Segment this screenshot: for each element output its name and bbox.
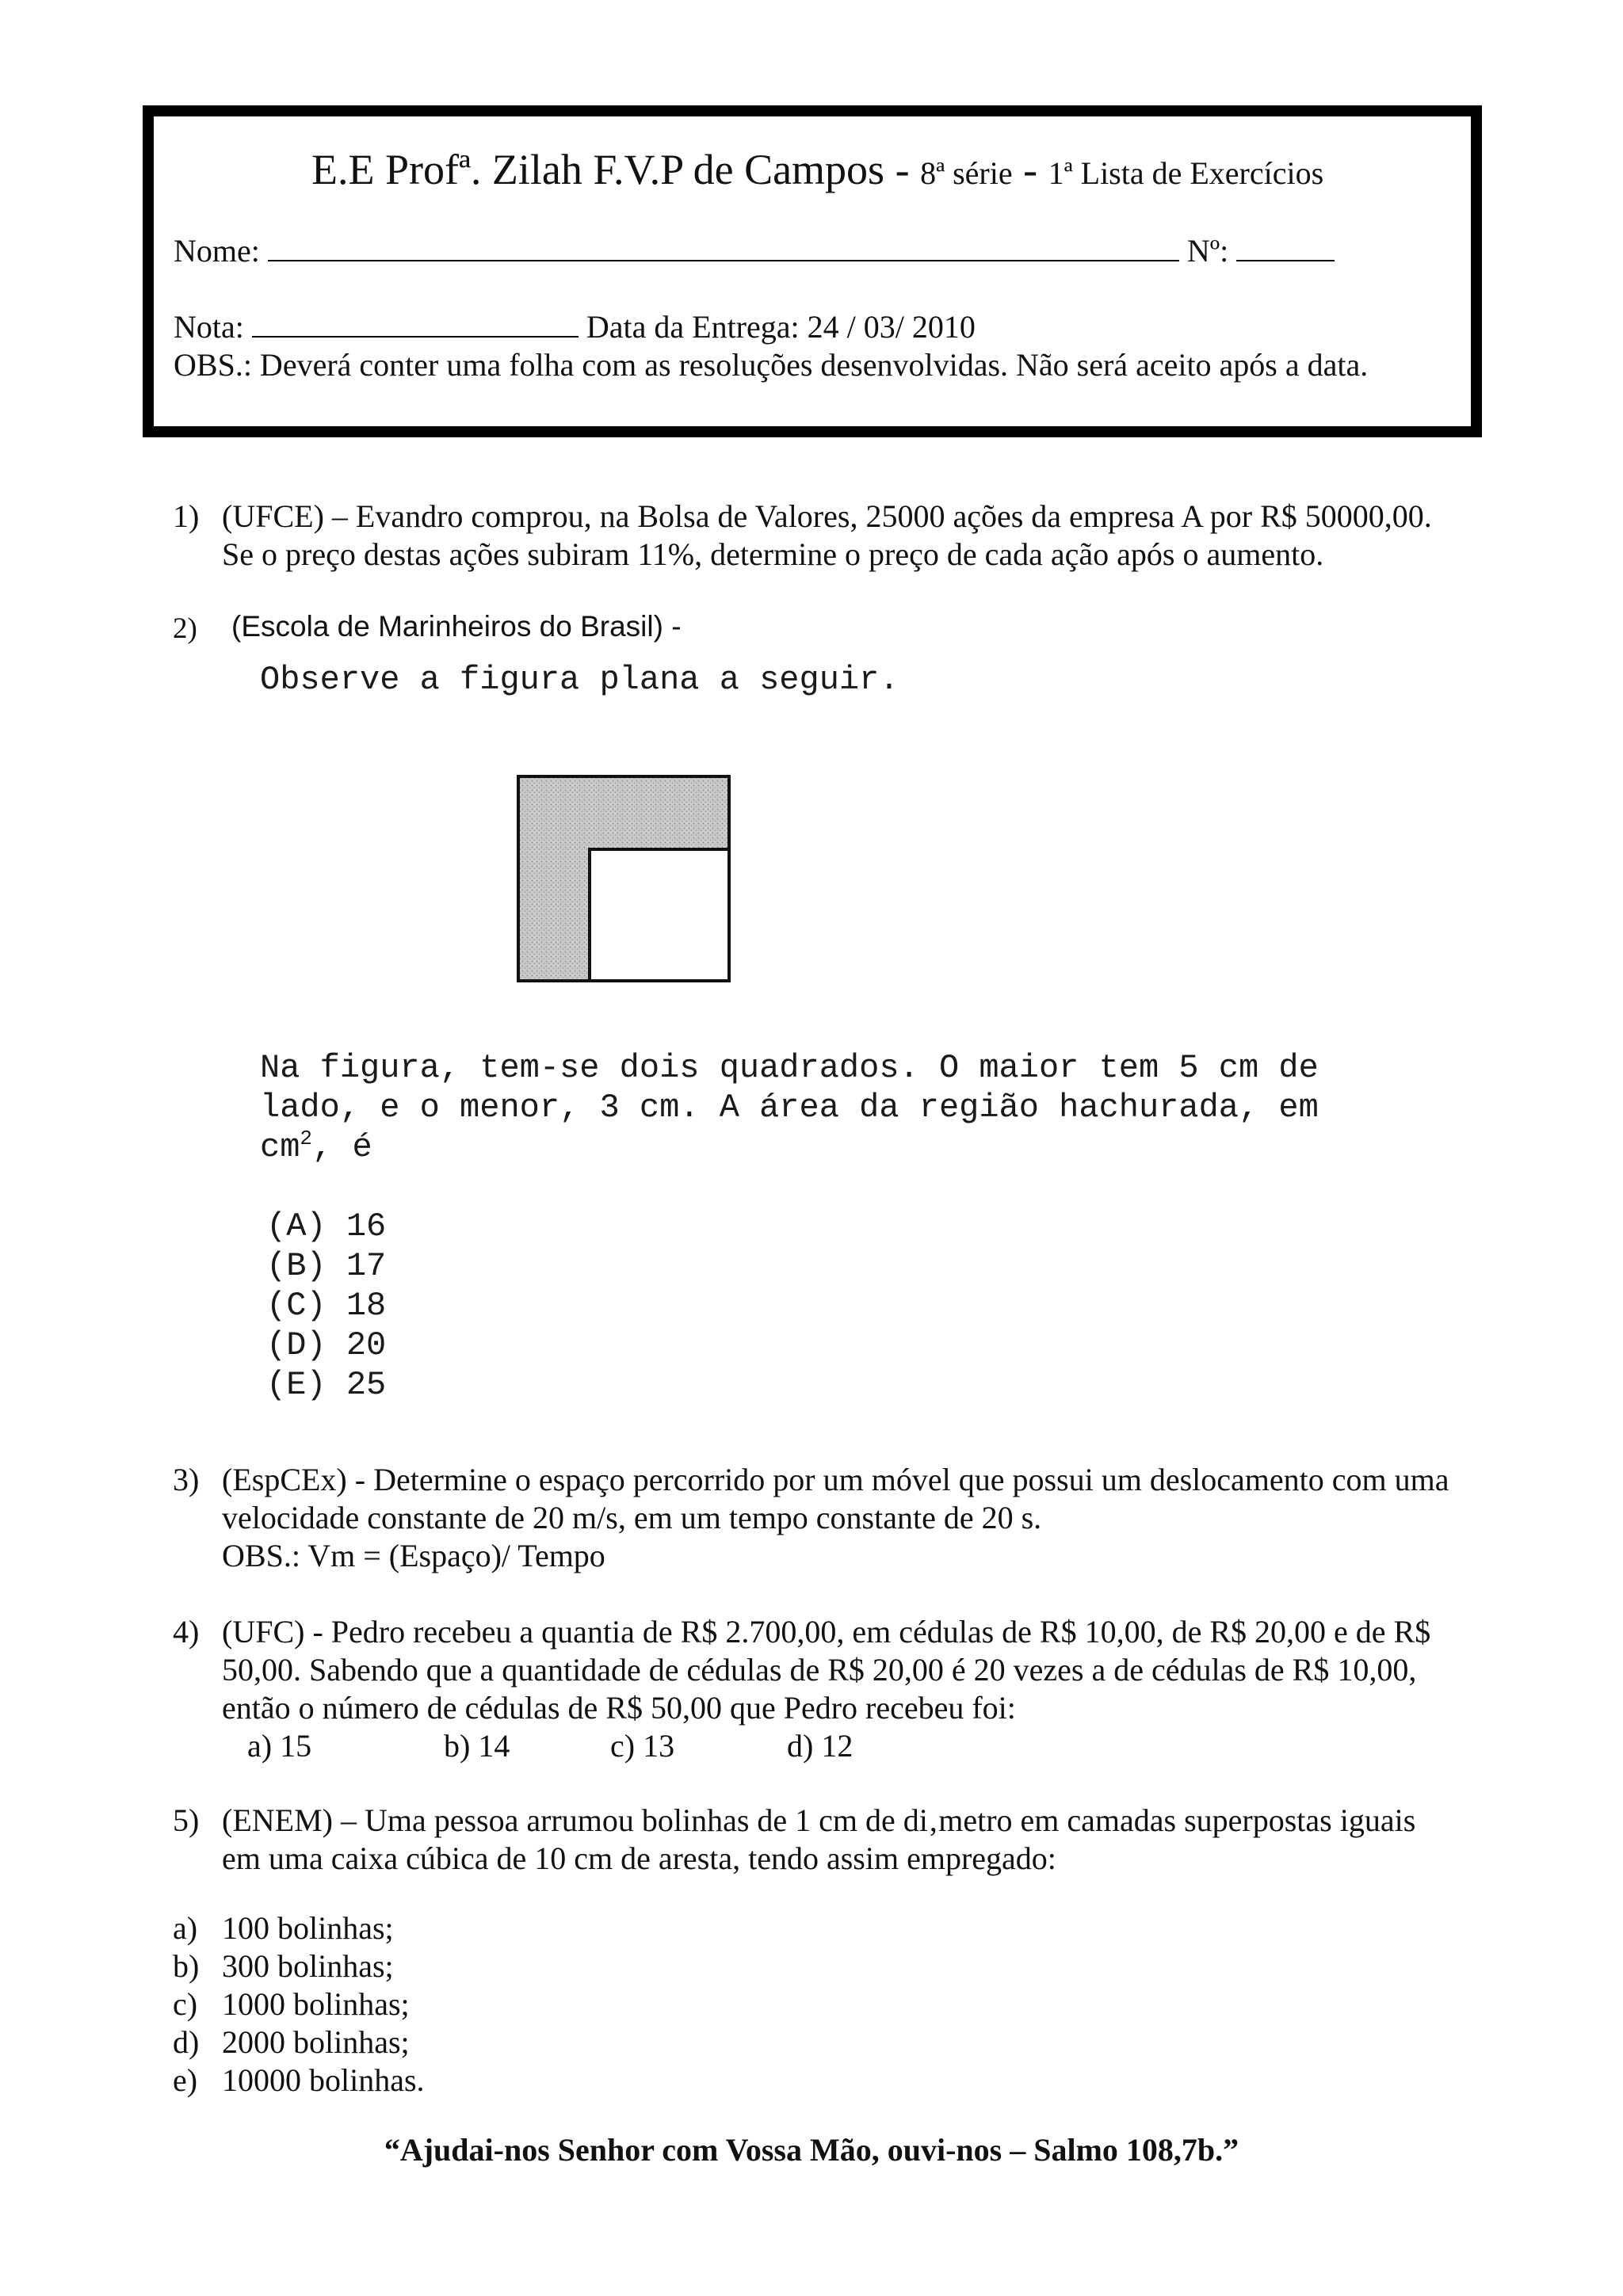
- q2-text-line1: Na figura, tem-se dois quadrados. O maior tem 5 cm de: [260, 1049, 1319, 1087]
- q2-option-e: (E) 25: [266, 1366, 387, 1404]
- q4-option-c: c) 13: [610, 1728, 675, 1764]
- q2-intro: Observe a figura plana a seguir.: [260, 661, 899, 699]
- q4-line3: então o número de cédulas de R$ 50,00 que Pedro recebeu foi:: [222, 1690, 1016, 1726]
- q4-option-b: b) 14: [444, 1728, 510, 1764]
- q2-option-d: (D) 20: [266, 1326, 387, 1364]
- q4-option-d: d) 12: [787, 1728, 854, 1764]
- grade-row: [174, 308, 976, 346]
- number-field[interactable]: [1236, 236, 1335, 261]
- separator: -: [895, 146, 910, 193]
- q3-number: 3): [173, 1462, 200, 1497]
- q5-line1: (ENEM) – Uma pessoa arrumou bolinhas de 1 cm de di‚metro em camadas superpostas iguais: [222, 1802, 1416, 1838]
- grade: 8ª série: [920, 155, 1013, 191]
- q5-option-c-text: 1000 bolinhas;: [222, 1986, 410, 2022]
- q4-option-a: a) 15: [247, 1728, 312, 1764]
- q5-option-d-letter: d): [173, 2024, 200, 2060]
- q3-line2: velocidade constante de 20 m/s, em um tempo constante de 20 s.: [222, 1500, 1042, 1535]
- q5-option-e-text: 10000 bolinhas.: [222, 2062, 425, 2098]
- q3-line1: (EspCEx) - Determine o espaço percorrido por um móvel que possui um deslocamento com uma: [222, 1462, 1449, 1497]
- school-title-line: [311, 144, 1323, 199]
- grade-field[interactable]: [252, 312, 579, 338]
- q1-line2: Se o preço destas ações subiram 11%, determine o preço de cada ação após o aumento.: [222, 536, 1324, 572]
- q1-line1: (UFCE) – Evandro comprou, na Bolsa de Valores, 25000 ações da empresa A por R$ 50000,00.: [222, 498, 1432, 534]
- q5-number: 5): [173, 1802, 200, 1838]
- q2-option-b: (B) 17: [266, 1247, 387, 1285]
- q2-option-c: (C) 18: [266, 1287, 387, 1325]
- q2-text-line2: lado, e o menor, 3 cm. A área da região hachurada, em: [260, 1089, 1319, 1127]
- q4-number: 4): [173, 1614, 200, 1650]
- list-title: 1ª Lista de Exercícios: [1048, 155, 1324, 191]
- q5-option-e-letter: e): [173, 2062, 198, 2098]
- q5-option-b-letter: b): [173, 1948, 200, 1984]
- name-field[interactable]: [268, 236, 1179, 261]
- q5-option-c-letter: c): [173, 1986, 198, 2022]
- q4-line1: (UFC) - Pedro recebeu a quantia de R$ 2.700,00, em cédulas de R$ 10,00, de R$ 20,00 e de R$: [222, 1614, 1431, 1650]
- q1-number: 1): [173, 498, 200, 534]
- q5-option-b-text: 300 bolinhas;: [222, 1948, 394, 1984]
- small-square: [590, 849, 729, 981]
- q2-text-line3: $cm^2$, é: [260, 1127, 372, 1166]
- q2-number: 2): [173, 612, 197, 645]
- q5-option-a-text: 100 bolinhas;: [222, 1910, 394, 1946]
- q2-source: (Escola de Marinheiros do Brasil) -: [231, 610, 682, 643]
- q3-line3: OBS.: Vm = (Espaço)/ Tempo: [222, 1538, 605, 1573]
- q4-line2: 50,00. Sabendo que a quantidade de cédulas de R$ 20,00 é 20 vezes a de cédulas de R$ 10,00,: [222, 1652, 1417, 1688]
- q5-option-d-text: 2000 bolinhas;: [222, 2024, 410, 2060]
- due-date: Data da Entrega: 24 / 03/ 2010: [586, 309, 976, 345]
- q5-line2: em uma caixa cúbica de 10 cm de aresta, tendo assim empregado:: [222, 1840, 1056, 1876]
- squares-figure: [517, 775, 731, 982]
- school-name: E.E Profª. Zilah F.V.P de Campos: [311, 146, 885, 193]
- q2-option-a: (A) 16: [266, 1207, 387, 1245]
- name-label: Nome:: [174, 233, 260, 269]
- name-row: [174, 232, 1335, 270]
- grade-label: Nota:: [174, 309, 244, 345]
- obs-note: OBS.: Deverá conter uma folha com as resoluções desenvolvidas. Não será aceito após a data.: [174, 347, 1369, 383]
- separator: -: [1023, 146, 1038, 193]
- q5-option-a-letter: a): [173, 1910, 198, 1946]
- footer-quote: “Ajudai-nos Senhor com Vossa Mão, ouvi-nos – Salmo 108,7b.”: [384, 2132, 1239, 2168]
- number-label: Nº:: [1186, 233, 1229, 269]
